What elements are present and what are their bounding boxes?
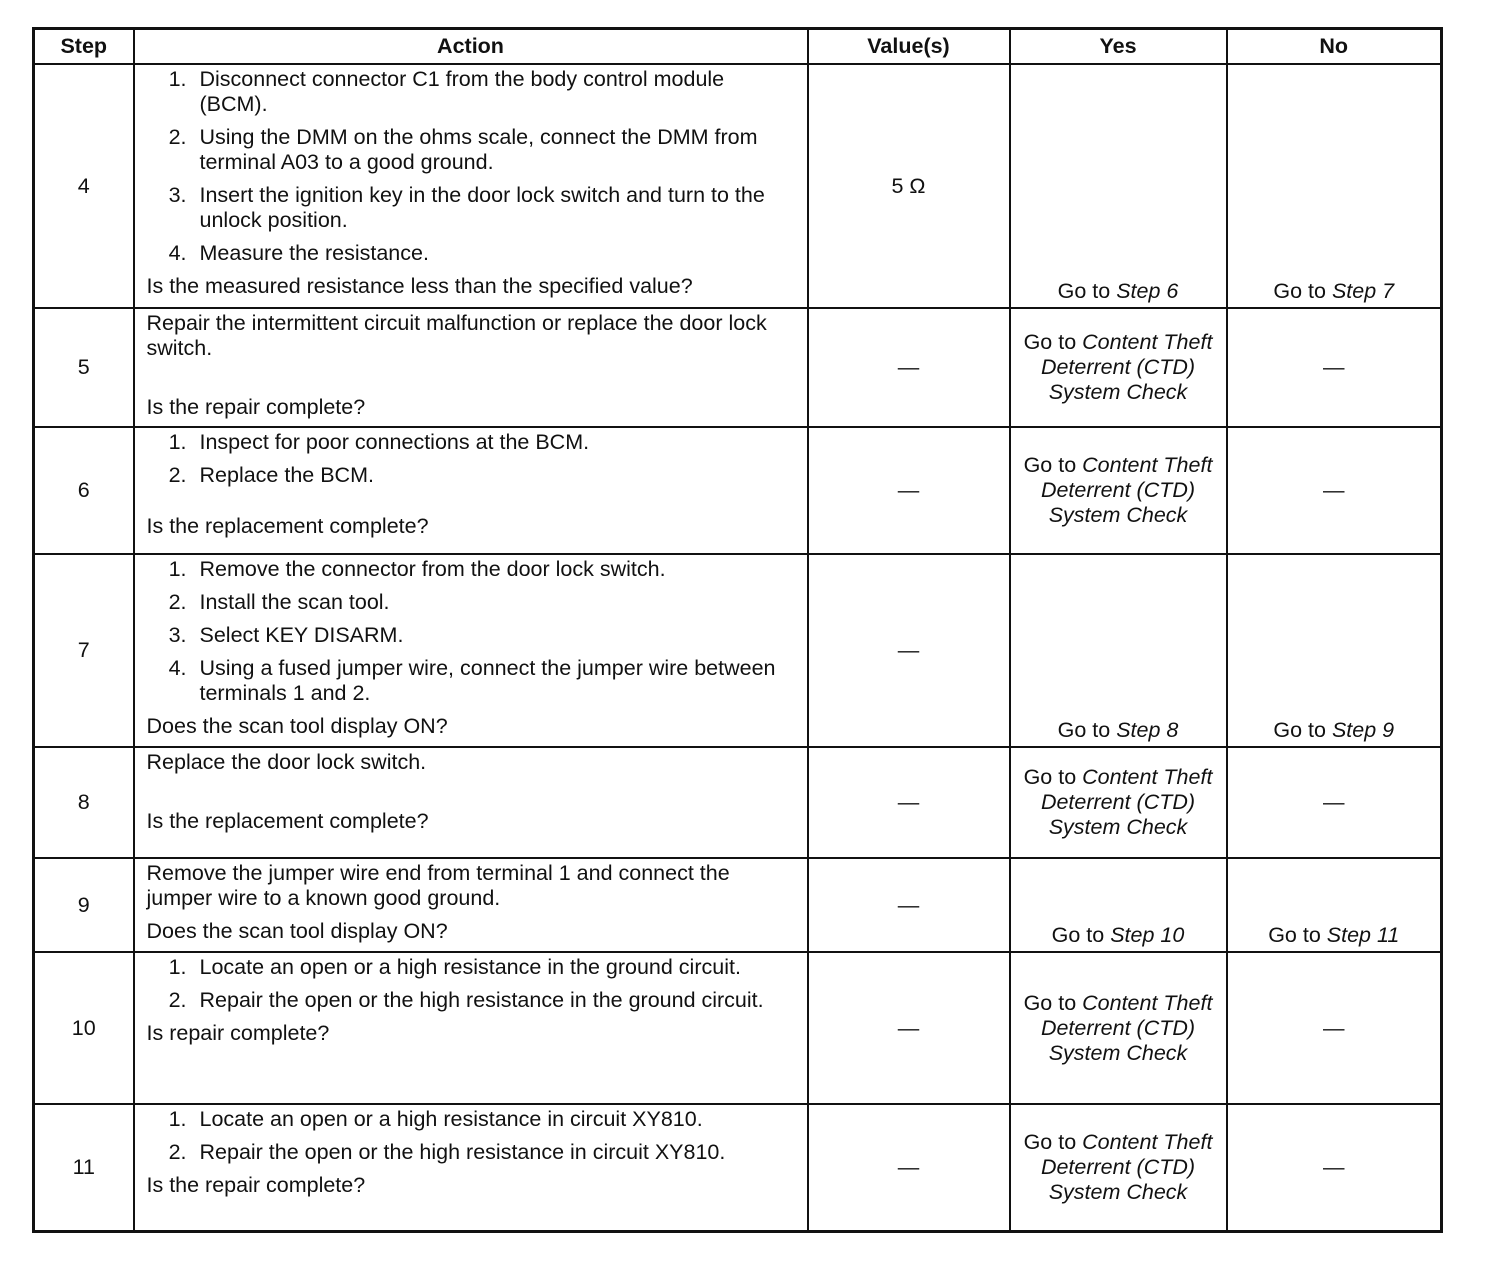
no-cell: Go to Step 7 bbox=[1227, 64, 1442, 308]
action-question: Is the measured resistance less than the specified value? bbox=[146, 274, 693, 298]
diagnostic-table bbox=[32, 27, 1443, 1233]
action-question: Is repair complete? bbox=[146, 1021, 330, 1045]
header-values: Value(s) bbox=[808, 29, 1010, 65]
no-cell: — bbox=[1227, 952, 1442, 1104]
value-cell: — bbox=[808, 858, 1010, 952]
list-item: 3. Insert the ignition key in the door lock switch and turn to the unlock position. bbox=[168, 183, 765, 232]
yes-cell: Go to Content Theft Deterrent (CTD) System Check bbox=[1010, 747, 1227, 858]
value-cell: — bbox=[808, 427, 1010, 554]
step-reference: Step 10 bbox=[1110, 923, 1185, 947]
yes-cell: Go to Step 6 bbox=[1010, 64, 1227, 308]
action-cell bbox=[134, 308, 808, 427]
table-row-step-7 bbox=[34, 554, 1442, 747]
action-text: Repair the intermittent circuit malfunction or replace the door lock switch. bbox=[146, 311, 767, 360]
list-item: 2. Install the scan tool. bbox=[168, 590, 390, 614]
no-cell: — bbox=[1227, 747, 1442, 858]
no-cell: Go to Step 9 bbox=[1227, 554, 1442, 747]
list-item: 1. Locate an open or a high resistance in circuit XY810. bbox=[168, 1107, 703, 1131]
step-reference: Step 11 bbox=[1326, 923, 1400, 947]
list-item: 1. Disconnect connector C1 from the body control module (BCM). bbox=[168, 67, 725, 116]
list-item: 2. Replace the BCM. bbox=[168, 463, 374, 487]
list-item: 2. Repair the open or the high resistance in circuit XY810. bbox=[168, 1140, 726, 1164]
step-number: 10 bbox=[34, 952, 134, 1104]
table-row-step-9 bbox=[34, 858, 1442, 952]
system-check-reference: Content Theft Deterrent (CTD) System Check bbox=[1040, 453, 1213, 527]
table-row-step-6 bbox=[34, 427, 1442, 554]
action-question: Does the scan tool display ON? bbox=[146, 919, 448, 943]
action-list bbox=[147, 1107, 797, 1165]
header-no: No bbox=[1227, 29, 1442, 65]
action-question: Is the repair complete? bbox=[146, 1173, 366, 1197]
action-cell bbox=[134, 554, 808, 747]
step-number: 7 bbox=[34, 554, 134, 747]
table-row-step-11 bbox=[34, 1104, 1442, 1231]
no-cell: — bbox=[1227, 308, 1442, 427]
system-check-reference: Content Theft Deterrent (CTD) System Check bbox=[1040, 1129, 1213, 1204]
value-cell: — bbox=[808, 554, 1010, 747]
step-number: 9 bbox=[34, 858, 134, 952]
action-cell bbox=[134, 1104, 808, 1231]
no-cell: — bbox=[1227, 427, 1442, 554]
system-check-reference: Content Theft Deterrent (CTD) System Check bbox=[1040, 990, 1213, 1065]
step-number: 11 bbox=[34, 1104, 134, 1231]
step-number: 6 bbox=[34, 427, 134, 554]
list-item: 2. Repair the open or the high resistance in the ground circuit. bbox=[168, 988, 764, 1012]
step-number: 5 bbox=[34, 308, 134, 427]
action-list bbox=[147, 955, 797, 1013]
value-cell: — bbox=[808, 1104, 1010, 1231]
action-question: Is the repair complete? bbox=[146, 395, 366, 419]
action-list bbox=[147, 67, 797, 266]
action-list bbox=[147, 557, 797, 706]
list-item: 4. Measure the resistance. bbox=[168, 241, 429, 265]
action-question: Is the replacement complete? bbox=[146, 514, 429, 538]
action-cell bbox=[134, 427, 808, 554]
step-number: 8 bbox=[34, 747, 134, 858]
list-item: 3. Select KEY DISARM. bbox=[168, 623, 404, 647]
step-reference: Step 7 bbox=[1331, 279, 1395, 303]
yes-cell: Go to Content Theft Deterrent (CTD) System Check bbox=[1010, 1104, 1227, 1231]
action-text: Remove the jumper wire end from terminal 1 and connect the jumper wire to a known good ground. bbox=[146, 861, 730, 910]
yes-cell: Go to Step 10 bbox=[1010, 858, 1227, 952]
table-row-step-5 bbox=[34, 308, 1442, 427]
action-list bbox=[147, 430, 797, 488]
yes-cell: Go to Content Theft Deterrent (CTD) System Check bbox=[1010, 952, 1227, 1104]
list-item: 2. Using the DMM on the ohms scale, connect the DMM from terminal A03 to a good ground. bbox=[168, 125, 758, 174]
header-action: Action bbox=[134, 29, 808, 65]
header-row bbox=[34, 29, 1442, 65]
diagnostic-table-sheet bbox=[32, 27, 1443, 1233]
yes-cell: Go to Step 8 bbox=[1010, 554, 1227, 747]
system-check-reference: Content Theft Deterrent (CTD) System Check bbox=[1040, 765, 1213, 839]
header-step: Step bbox=[34, 29, 134, 65]
no-cell: — bbox=[1227, 1104, 1442, 1231]
table-row-step-4 bbox=[34, 64, 1442, 308]
yes-cell: Go to Content Theft Deterrent (CTD) System Check bbox=[1010, 427, 1227, 554]
action-cell bbox=[134, 952, 808, 1104]
value-cell: 5 Ω bbox=[808, 64, 1010, 308]
value-cell: — bbox=[808, 952, 1010, 1104]
step-reference: Step 6 bbox=[1116, 279, 1179, 303]
step-reference: Step 8 bbox=[1116, 718, 1179, 742]
list-item: 1. Inspect for poor connections at the BCM. bbox=[168, 430, 590, 454]
action-question: Does the scan tool display ON? bbox=[146, 714, 448, 738]
no-cell: Go to Step 11 bbox=[1227, 858, 1442, 952]
action-cell bbox=[134, 64, 808, 308]
list-item: 4. Using a fused jumper wire, connect the jumper wire between terminals 1 and 2. bbox=[168, 656, 776, 705]
list-item: 1. Remove the connector from the door lock switch. bbox=[168, 557, 666, 581]
table-row-step-10 bbox=[34, 952, 1442, 1104]
action-text: Replace the door lock switch. bbox=[146, 750, 427, 774]
value-cell: — bbox=[808, 747, 1010, 858]
action-cell bbox=[134, 858, 808, 952]
action-cell bbox=[134, 747, 808, 858]
value-cell: — bbox=[808, 308, 1010, 427]
table-row-step-8 bbox=[34, 747, 1442, 858]
yes-cell: Go to Content Theft Deterrent (CTD) System Check bbox=[1010, 308, 1227, 427]
step-reference: Step 9 bbox=[1331, 718, 1395, 742]
header-yes: Yes bbox=[1010, 29, 1227, 65]
list-item: 1. Locate an open or a high resistance in the ground circuit. bbox=[168, 955, 741, 979]
action-question: Is the replacement complete? bbox=[146, 809, 429, 833]
step-number: 4 bbox=[34, 64, 134, 308]
system-check-reference: Content Theft Deterrent (CTD) System Check bbox=[1040, 330, 1213, 404]
